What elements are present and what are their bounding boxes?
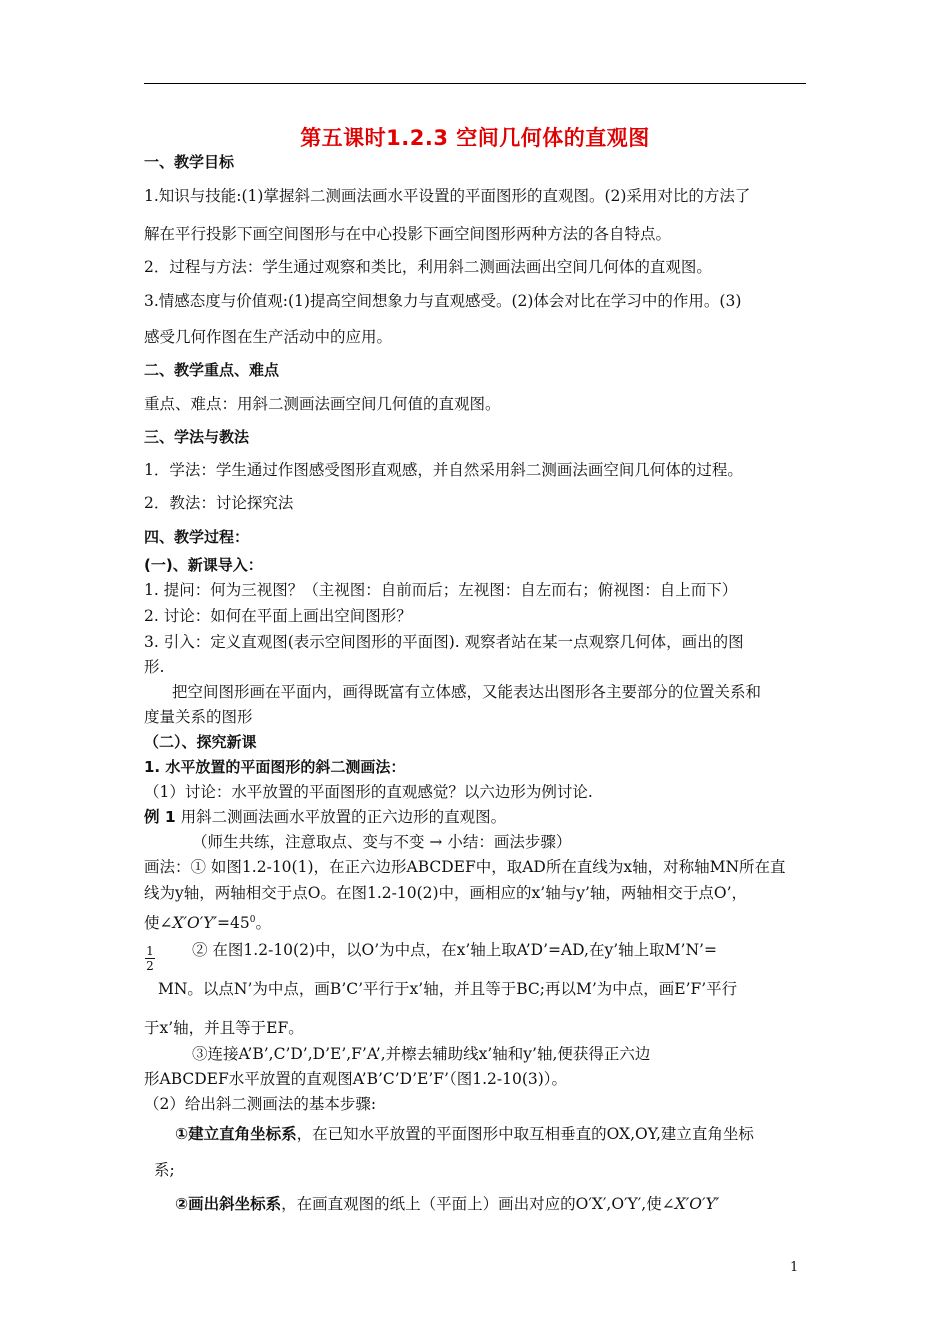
fraction-one-half <box>144 944 156 973</box>
example-line <box>144 807 506 827</box>
text: 使 <box>144 914 160 932</box>
paragraph: 于x’轴，并且等于EF。 <box>144 1019 304 1037</box>
section-1-heading: 一、教学目标 <box>144 153 235 171</box>
paragraph: （师生共练，注意取点、变与不变 → 小结：画法步骤） <box>192 833 572 851</box>
angle-symbol: ∠X′O′Y′ <box>159 914 218 932</box>
paragraph: ③连接A’B’,C’D’,D’E’,F’A’,并檫去辅助线x’轴和y’轴,便获得正六边 <box>192 1045 651 1063</box>
paragraph: 线为y轴，两轴相交于点O。在图1.2-10(2)中，画相应的x’轴与y’轴，两轴相交于点O’， <box>144 884 748 902</box>
page-number: 1 <box>790 1260 799 1275</box>
paragraph: 1.知识与技能:(1)掌握斜二测画法画水平设置的平面图形的直观图。(2)采用对比的方法了 <box>144 187 751 205</box>
paragraph: 把空间图形画在平面内，画得既富有立体感，又能表达出图形各主要部分的位置关系和 <box>172 683 762 701</box>
step-1 <box>175 1124 754 1144</box>
paragraph: 重点、难点：用斜二测画法画空间几何值的直观图。 <box>144 395 501 413</box>
section-3-heading: 三、学法与教法 <box>144 428 250 446</box>
angle-symbol: ∠X′O′Y′ <box>661 1195 720 1213</box>
paragraph: 2. 讨论：如何在平面上画出空间图形？ <box>144 607 412 625</box>
fraction-denominator: 2 <box>146 959 154 973</box>
angle-line <box>144 910 271 933</box>
paragraph: 2．过程与方法：学生通过观察和类比，利用斜二测画法画出空间几何体的直观图。 <box>144 258 712 276</box>
paragraph: ② 在图1.2-10(2)中，以O’为中点，在x’轴上取A’D’=AD,在y’轴上取M’N’= <box>192 941 717 959</box>
degree-superscript: 0 <box>249 915 256 925</box>
paragraph: （2）给出斜二测画法的基本步骤: <box>144 1095 377 1113</box>
example-label: 例 1 <box>144 808 176 826</box>
paragraph: 度量关系的图形 <box>144 708 253 726</box>
step-2-text: ，在画直观图的纸上（平面上）画出对应的O′X′,O′Y′,使 <box>281 1195 662 1213</box>
fraction-numerator: 1 <box>146 944 154 958</box>
paragraph: 1．学法：学生通过作图感受图形直观感，并自然采用斜二测画法画空间几何体的过程。 <box>144 461 743 479</box>
text: =45 <box>217 914 250 932</box>
step-2 <box>175 1194 719 1214</box>
paragraph: 3. 引入：定义直观图(表示空间图形的平面图). 观察者站在某一点观察几何体，画出的图 <box>144 633 744 651</box>
paragraph: 1. 提问：何为三视图？（主视图：自前而后；左视图：自左而右；俯视图：自上而下） <box>144 581 738 599</box>
paragraph: （1）讨论：水平放置的平面图形的直观感觉？以六边形为例讨论. <box>144 783 593 801</box>
paragraph: MN。以点N’为中点，画B’C’平行于x’轴，并且等于BC;再以M’为中点，画E’F’平行 <box>158 980 738 998</box>
paragraph: 解在平行投影下画空间图形与在中心投影下画空间图形两种方法的各自特点。 <box>144 225 672 243</box>
step-1-label: ①建立直角坐标系 <box>175 1125 297 1143</box>
paragraph: 形ABCDEF水平放置的直观图A’B’C’D’E’F’（图1.2-10(3)）。 <box>144 1070 568 1088</box>
section-2-heading: 二、教学重点、难点 <box>144 361 280 379</box>
step-1-text: ，在已知水平放置的平面图形中取互相垂直的OX,OY,建立直角坐标 <box>296 1125 754 1143</box>
paragraph: 感受几何作图在生产活动中的应用。 <box>144 328 393 346</box>
example-text: 用斜二测画法画水平放置的正六边形的直观图。 <box>175 808 507 826</box>
paragraph: 形. <box>144 658 165 676</box>
section-4-heading: 四、教学过程： <box>144 528 250 546</box>
paragraph: 2．教法：讨论探究法 <box>144 494 294 512</box>
subsection-heading: (一)、新课导入： <box>144 556 263 574</box>
paragraph: 画法：① 如图1.2-10(1)，在正六边形ABCDEF中，取AD所在直线为x轴，对称轴MN所在直 <box>144 858 786 876</box>
paragraph: 3.情感态度与价值观:(1)提高空间想象力与直观感受。(2)体会对比在学习中的作用。(3) <box>144 292 742 310</box>
document-title: 第五课时1.2.3 空间几何体的直观图 <box>300 126 650 150</box>
header-rule <box>144 83 806 84</box>
subsection-heading: （二）、探究新课 <box>144 733 257 751</box>
step-2-label: ②画出斜坐标系 <box>175 1195 282 1213</box>
paragraph: 系; <box>154 1161 175 1179</box>
topic-heading: 1. 水平放置的平面图形的斜二测画法： <box>144 758 406 776</box>
text: 。 <box>255 914 272 932</box>
